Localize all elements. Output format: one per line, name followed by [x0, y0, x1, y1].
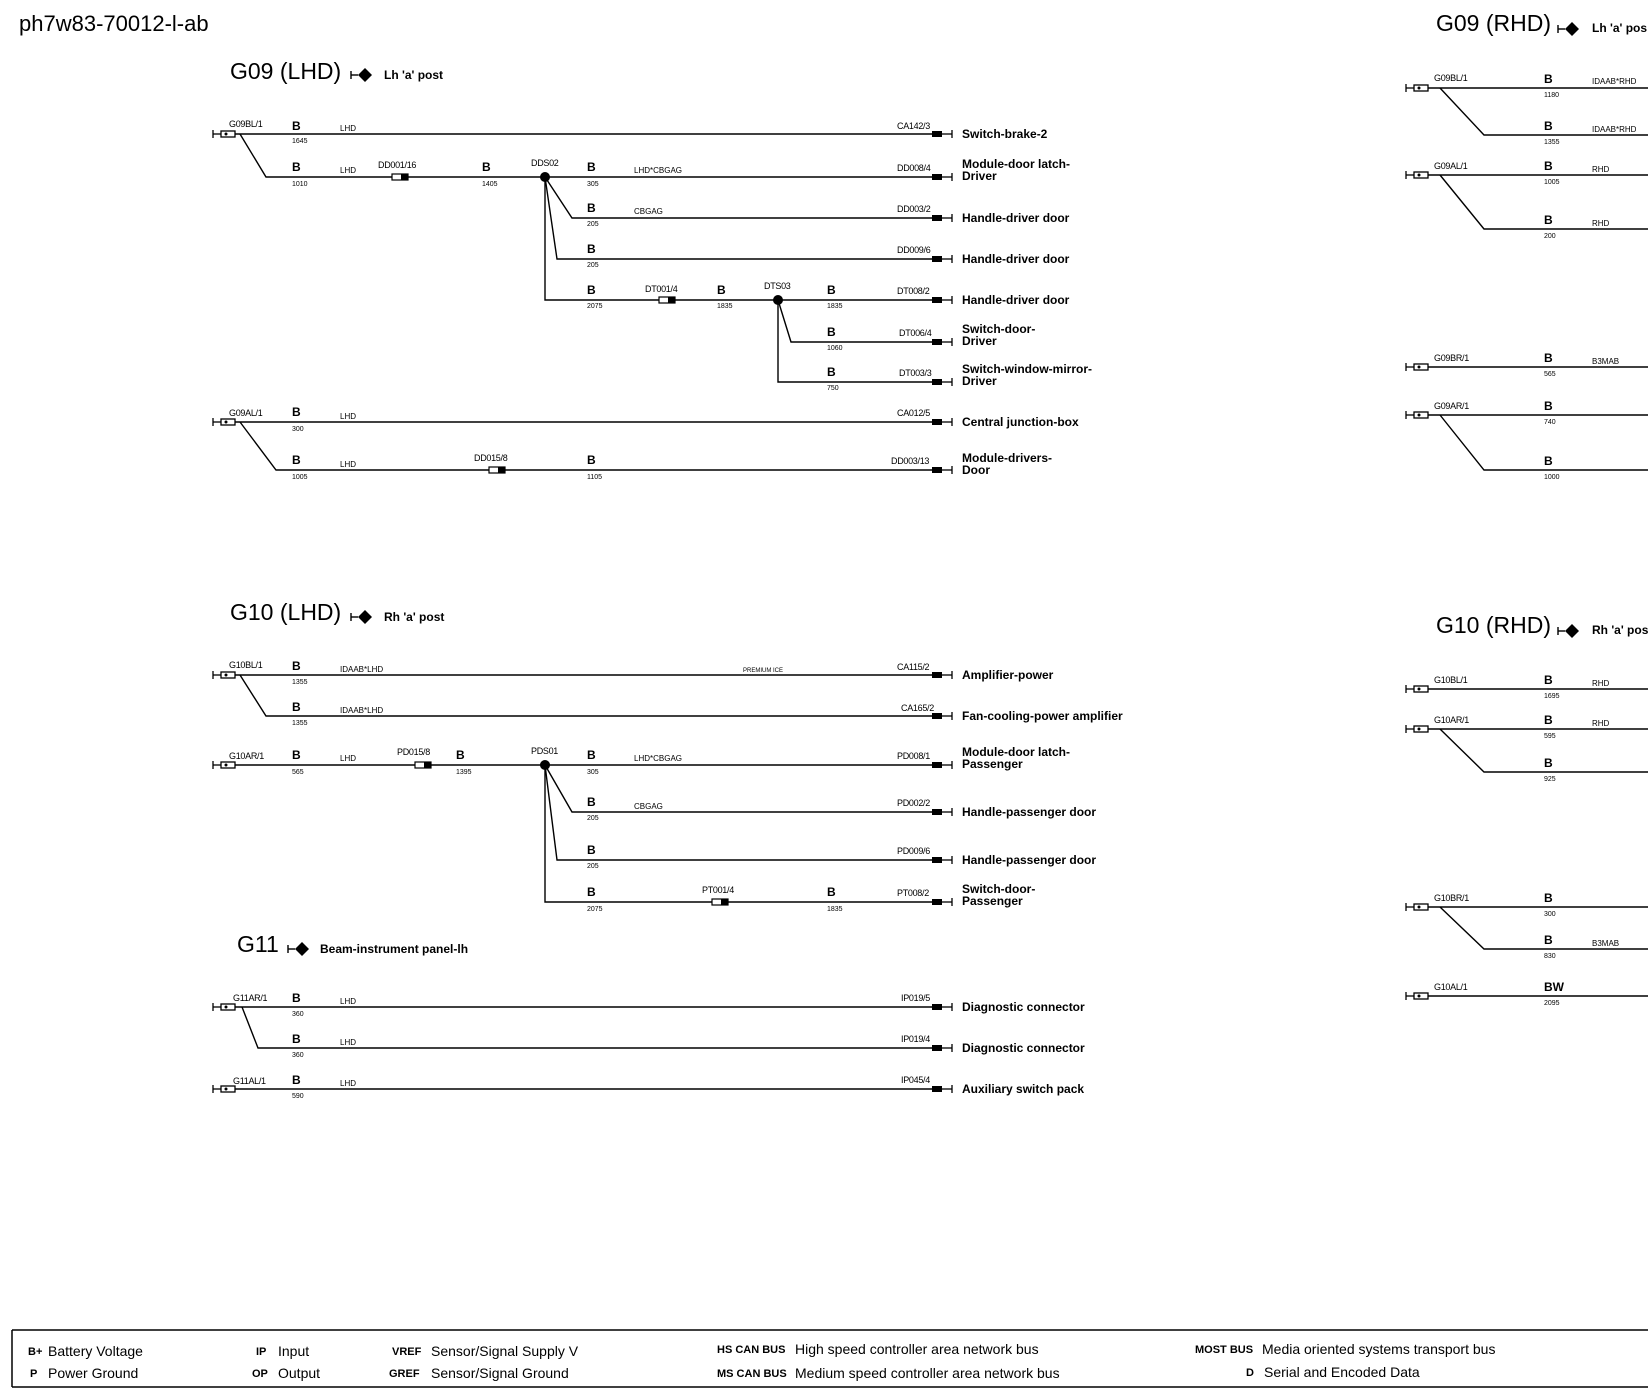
group-title: G10 (LHD) [230, 599, 342, 625]
legend-abbr: GREF [389, 1368, 420, 1380]
connector-label: G10AR/1 [1434, 715, 1469, 725]
wire-color: B [1544, 454, 1553, 468]
g10-rhd-group [1406, 612, 1648, 1007]
legend-abbr: MOST BUS [1195, 1344, 1254, 1356]
harness-connector-icon [213, 418, 235, 426]
component-label: Fan-cooling-power amplifier [962, 709, 1123, 723]
connector-label: G09AL/1 [1434, 161, 1468, 171]
component-label-line2: Driver [962, 334, 997, 348]
wire-color: B [292, 1032, 301, 1046]
wire-option: B3MAB [1592, 357, 1620, 366]
wire-option: CBGAG [634, 207, 663, 216]
legend-text: Sensor/Signal Ground [431, 1365, 569, 1381]
component-label: Module-door latch- [962, 157, 1070, 171]
wire-color: B [587, 201, 596, 215]
wire-color: B [1544, 756, 1553, 770]
wire-color: BW [1544, 980, 1564, 994]
wire-length: 1645 [292, 138, 308, 145]
g09-lhd-group [213, 58, 1092, 481]
component-connector-icon [932, 418, 952, 426]
wire-length: 205 [587, 863, 599, 870]
wire-length: 1395 [456, 769, 472, 776]
wire-option: IDAAB*RHD [1592, 77, 1637, 86]
component-connector-icon [932, 1085, 952, 1093]
wire-length: 1835 [717, 303, 733, 310]
component-connector-icon [932, 1044, 952, 1052]
component-label: Central junction-box [962, 415, 1079, 429]
document-id: ph7w83-70012-l-ab [19, 11, 209, 36]
ground-icon [351, 68, 372, 82]
wire-color: B [456, 748, 465, 762]
wire-color: B [1544, 72, 1553, 86]
legend-abbr: MS CAN BUS [717, 1368, 787, 1380]
wire-length: 1060 [827, 345, 843, 352]
wire-color: B [587, 242, 596, 256]
wire-color: B [1544, 119, 1553, 133]
component-connector-icon [932, 466, 952, 474]
component-label: Switch-door- [962, 882, 1036, 896]
component-label-line2: Door [962, 463, 990, 477]
wire-length: 1355 [292, 679, 308, 686]
splice-label: DDS02 [531, 158, 559, 168]
harness-connector-icon [1406, 685, 1428, 693]
pin-label: DD009/6 [897, 245, 931, 255]
harness-connector-icon [1406, 725, 1428, 733]
wire-length: 200 [1544, 233, 1556, 240]
pin-label: PD002/2 [897, 798, 930, 808]
connector-label: G09BL/1 [229, 119, 263, 129]
wire-length: 1355 [292, 720, 308, 727]
wire-color: B [1544, 213, 1553, 227]
group-title: G09 (LHD) [230, 58, 342, 84]
component-connector-icon [932, 378, 952, 386]
inline-connector-label: PD015/8 [397, 747, 430, 757]
connector-label: G09AL/1 [229, 408, 263, 418]
wire-length: 750 [827, 385, 839, 392]
wire-color: B [1544, 713, 1553, 727]
wire-length: 1355 [1544, 139, 1560, 146]
wire-option: RHD [1592, 679, 1610, 688]
wire-option: IDAAB*RHD [1592, 125, 1637, 134]
component-label: Amplifier-power [962, 668, 1054, 682]
legend-text: Output [278, 1365, 321, 1381]
harness-connector-icon [213, 1003, 235, 1011]
component-label-line2: Driver [962, 374, 997, 388]
component-connector-icon [932, 808, 952, 816]
wire-color: B [717, 283, 726, 297]
component-connector-icon [932, 255, 952, 263]
wire-option: LHD [340, 412, 357, 421]
wire-color: B [1544, 351, 1553, 365]
component-connector-icon [932, 214, 952, 222]
wire-color: B [292, 659, 301, 673]
connector-label: G09AR/1 [1434, 401, 1469, 411]
component-connector-icon [932, 338, 952, 346]
component-label: Diagnostic connector [962, 1041, 1085, 1055]
wire-color: B [827, 885, 836, 899]
wire-color: B [587, 748, 596, 762]
wire-color: B [587, 160, 596, 174]
wire-length: 1000 [1544, 474, 1560, 481]
legend [12, 1330, 1648, 1387]
wire-length: 1010 [292, 181, 308, 188]
pin-label: DD003/13 [891, 456, 930, 466]
ground-icon [351, 610, 372, 624]
wire-option: PREMIUM ICE [743, 668, 784, 674]
wire-color: B [587, 283, 596, 297]
component-label: Handle-passenger door [962, 853, 1097, 867]
wire-color: B [587, 453, 596, 467]
wire-length: 1695 [1544, 693, 1560, 700]
component-label: Diagnostic connector [962, 1000, 1085, 1014]
splice-dot [540, 172, 550, 182]
wire-option: RHD [1592, 165, 1610, 174]
pin-label: DT003/3 [899, 368, 932, 378]
splice-label: DTS03 [764, 281, 791, 291]
wire-length: 300 [292, 426, 304, 433]
ground-icon [1558, 22, 1579, 36]
connector-label: G10AR/1 [229, 751, 264, 761]
inline-connector-icon [415, 762, 431, 768]
wire-length: 205 [587, 221, 599, 228]
component-connector-icon [932, 761, 952, 769]
wire-color: B [292, 700, 301, 714]
wire-length: 205 [587, 815, 599, 822]
pin-label: DT006/4 [899, 328, 932, 338]
wire-color: B [292, 160, 301, 174]
wire-color: B [292, 453, 301, 467]
pin-label: PD009/6 [897, 846, 930, 856]
group-location: Lh 'a' post [384, 68, 444, 82]
wire-length: 205 [587, 262, 599, 269]
inline-connector-label: DT001/4 [645, 284, 678, 294]
group-title: G10 (RHD) [1436, 612, 1552, 638]
wire-length: 1105 [587, 474, 603, 481]
wire-length: 1835 [827, 906, 843, 913]
component-label-line2: Driver [962, 169, 997, 183]
component-label: Handle-passenger door [962, 805, 1097, 819]
legend-text: Media oriented systems transport bus [1262, 1341, 1496, 1357]
wire-color: B [1544, 891, 1553, 905]
connector-label: G10BL/1 [1434, 675, 1468, 685]
component-connector-icon [932, 296, 952, 304]
inline-connector-label: DD015/8 [474, 453, 508, 463]
wire-color: B [827, 365, 836, 379]
wire-length: 2075 [587, 303, 603, 310]
wire-length: 1405 [482, 181, 498, 188]
harness-connector-icon [213, 761, 235, 769]
component-label: Handle-driver door [962, 293, 1070, 307]
component-label: Switch-window-mirror- [962, 362, 1092, 376]
harness-connector-icon [1406, 363, 1428, 371]
connector-label: G11AR/1 [233, 993, 268, 1003]
legend-abbr: HS CAN BUS [717, 1344, 786, 1356]
legend-text: Serial and Encoded Data [1264, 1364, 1420, 1380]
connector-label: G09BR/1 [1434, 353, 1469, 363]
ground-icon [288, 942, 309, 956]
wire-length: 1005 [1544, 179, 1560, 186]
wire-color: B [827, 283, 836, 297]
legend-text: High speed controller area network bus [795, 1341, 1039, 1357]
inline-connector-icon [489, 467, 505, 473]
g10-lhd-group [213, 599, 1123, 913]
component-connector-icon [932, 898, 952, 906]
wire-color: B [1544, 399, 1553, 413]
component-label-line2: Passenger [962, 894, 1023, 908]
component-connector-icon [932, 130, 952, 138]
legend-text: Medium speed controller area network bus [795, 1365, 1060, 1381]
wire-option: LHD*CBGAG [634, 754, 683, 763]
wire-option: LHD [340, 460, 357, 469]
wire-length: 360 [292, 1052, 304, 1059]
splice-dot [540, 760, 550, 770]
legend-text: Sensor/Signal Supply V [431, 1343, 579, 1359]
wire-option: RHD [1592, 719, 1610, 728]
wire-length: 305 [587, 181, 599, 188]
component-connector-icon [932, 671, 952, 679]
inline-connector-label: PT001/4 [702, 885, 734, 895]
wire-option: RHD [1592, 219, 1610, 228]
splice-label: PDS01 [531, 746, 559, 756]
group-location: Rh 'a' pos [1592, 623, 1648, 637]
wire-option: LHD [340, 754, 357, 763]
wire-color: B [1544, 673, 1553, 687]
pin-label: PT008/2 [897, 888, 929, 898]
wire-color: B [1544, 933, 1553, 947]
wire-length: 740 [1544, 419, 1556, 426]
pin-label: IP045/4 [901, 1075, 930, 1085]
wire-color: B [587, 885, 596, 899]
wire-option: LHD [340, 166, 357, 175]
inline-connector-label: DD001/16 [378, 160, 417, 170]
wire-length: 565 [1544, 371, 1556, 378]
legend-text: Input [278, 1343, 310, 1359]
wire-paths [232, 1007, 932, 1089]
wire-length: 565 [292, 769, 304, 776]
group-location: Rh 'a' post [384, 610, 445, 624]
wire-length: 1005 [292, 474, 308, 481]
wire-color: B [292, 1073, 301, 1087]
connector-label: G10BR/1 [1434, 893, 1469, 903]
component-label: Module-drivers- [962, 451, 1053, 465]
component-label: Module-door latch- [962, 745, 1070, 759]
pin-label: CA142/3 [897, 121, 930, 131]
component-label: Auxiliary switch pack [962, 1082, 1085, 1096]
component-connector-icon [932, 1003, 952, 1011]
component-label: Handle-driver door [962, 252, 1070, 266]
wire-color: B [587, 843, 596, 857]
legend-abbr: IP [256, 1346, 267, 1358]
wire-color: B [292, 991, 301, 1005]
wire-option: CBGAG [634, 802, 663, 811]
pin-label: PD008/1 [897, 751, 930, 761]
wire-option: LHD [340, 1079, 357, 1088]
wire-length: 2095 [1544, 1000, 1560, 1007]
wire-color: B [587, 795, 596, 809]
component-connector-icon [932, 712, 952, 720]
wire-paths [232, 134, 932, 470]
wire-option: IDAAB*LHD [340, 706, 384, 715]
inline-connector-icon [392, 174, 408, 180]
g11-group [213, 931, 1085, 1100]
wire-color: B [292, 748, 301, 762]
wire-option: IDAAB*LHD [340, 665, 384, 674]
splice-dot [773, 295, 783, 305]
component-label: Switch-brake-2 [962, 127, 1048, 141]
pin-label: DD003/2 [897, 204, 931, 214]
wire-option: LHD [340, 997, 357, 1006]
inline-connector-icon [659, 297, 675, 303]
group-title: G11 [237, 931, 279, 957]
inline-connector-icon [712, 899, 728, 905]
wire-color: B [482, 160, 491, 174]
connector-label: G10AL/1 [1434, 982, 1468, 992]
wire-length: 305 [587, 769, 599, 776]
pin-label: CA165/2 [901, 703, 934, 713]
legend-abbr: VREF [392, 1346, 422, 1358]
group-location: Beam-instrument panel-lh [320, 942, 469, 956]
ground-icon [1558, 624, 1579, 638]
pin-label: CA012/5 [897, 408, 930, 418]
wire-length: 590 [292, 1093, 304, 1100]
wire-option: LHD*CBGAG [634, 166, 683, 175]
connector-label: G11AL/1 [233, 1076, 266, 1086]
wire-paths [1425, 88, 1648, 470]
wire-color: B [827, 325, 836, 339]
legend-abbr: B+ [28, 1346, 43, 1358]
harness-connector-icon [1406, 171, 1428, 179]
pin-label: DT008/2 [897, 286, 930, 296]
harness-connector-icon [213, 130, 235, 138]
legend-abbr: OP [252, 1368, 268, 1380]
legend-text: Battery Voltage [48, 1343, 143, 1359]
connector-label: G10BL/1 [229, 660, 263, 670]
component-connector-icon [932, 173, 952, 181]
harness-connector-icon [1406, 411, 1428, 419]
harness-connector-icon [1406, 903, 1428, 911]
wire-color: B [1544, 159, 1553, 173]
wire-length: 925 [1544, 776, 1556, 783]
wire-length: 360 [292, 1011, 304, 1018]
wire-length: 830 [1544, 953, 1556, 960]
wire-length: 2075 [587, 906, 603, 913]
wire-option: B3MAB [1592, 939, 1620, 948]
g09-rhd-group [1406, 10, 1648, 481]
wire-length: 595 [1544, 733, 1556, 740]
pin-label: IP019/5 [901, 993, 930, 1003]
connector-label: G09BL/1 [1434, 73, 1468, 83]
wire-color: B [292, 405, 301, 419]
pin-label: CA115/2 [897, 662, 930, 672]
harness-connector-icon [1406, 84, 1428, 92]
component-label-line2: Passenger [962, 757, 1023, 771]
component-label: Handle-driver door [962, 211, 1070, 225]
wire-length: 1180 [1544, 92, 1560, 99]
harness-connector-icon [213, 1085, 235, 1093]
component-connector-icon [932, 856, 952, 864]
wire-paths [232, 675, 932, 902]
harness-connector-icon [1406, 992, 1428, 1000]
wire-length: 300 [1544, 911, 1556, 918]
component-label: Switch-door- [962, 322, 1036, 336]
pin-label: IP019/4 [901, 1034, 930, 1044]
pin-label: DD008/4 [897, 163, 931, 173]
legend-abbr: P [30, 1368, 38, 1380]
group-title: G09 (RHD) [1436, 10, 1552, 36]
legend-text: Power Ground [48, 1365, 139, 1381]
group-location: Lh 'a' pos [1592, 21, 1648, 35]
wire-paths [1425, 689, 1648, 996]
wire-color: B [292, 119, 301, 133]
wire-option: LHD [340, 124, 357, 133]
harness-connector-icon [213, 671, 235, 679]
legend-abbr: D [1246, 1367, 1254, 1379]
wire-length: 1835 [827, 303, 843, 310]
wire-option: LHD [340, 1038, 357, 1047]
